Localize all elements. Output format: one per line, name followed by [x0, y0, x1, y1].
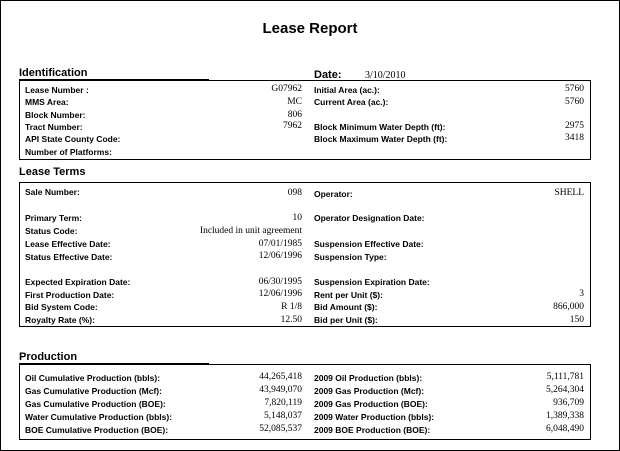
expected-expiration-date-value: 06/30/1995 [258, 277, 302, 287]
production-box [19, 364, 591, 440]
mms-area-value: MC [287, 97, 302, 107]
first-production-date-label: First Production Date: [25, 290, 115, 300]
water-cumulative-production-value: 5,148,037 [264, 411, 302, 421]
oil-cumulative-production-label: Oil Cumulative Production (bbls): [25, 373, 161, 383]
lease-number-value: G07962 [271, 84, 302, 94]
gas-cumulative-production-mcf-value: 43,949,070 [259, 385, 302, 395]
bid-system-code-value: R 1/8 [281, 302, 302, 312]
sale-number-value: 098 [287, 188, 302, 198]
boe-cumulative-production-label: BOE Cumulative Production (BOE): [25, 425, 169, 435]
status-code-label: Status Code: [25, 226, 78, 236]
gas-cumulative-production-boe-label: Gas Cumulative Production (BOE): [25, 399, 166, 409]
rent-per-unit-label: Rent per Unit ($): [314, 290, 383, 300]
expected-expiration-date-label: Expected Expiration Date: [25, 277, 131, 287]
status-effective-date-value: 12/06/1996 [258, 251, 302, 261]
gas-production-2009-mcf-value: 5,264,304 [546, 385, 584, 395]
bid-system-code-label: Bid System Code: [25, 302, 98, 312]
operator-designation-date-label: Operator Designation Date: [314, 213, 425, 223]
initial-area-value: 5760 [565, 84, 584, 94]
boe-production-2009-value: 6,048,490 [546, 424, 584, 434]
current-area-value: 5760 [565, 97, 584, 107]
lease-terms-box [19, 182, 591, 327]
first-production-date-value: 12/06/1996 [258, 289, 302, 299]
bid-amount-label: Bid Amount ($): [314, 302, 378, 312]
gas-production-2009-boe-value: 936,709 [553, 398, 584, 408]
bid-amount-value: 866,000 [553, 302, 584, 312]
current-area-label: Current Area (ac.): [314, 97, 389, 107]
block-number-value: 806 [287, 110, 302, 120]
gas-cumulative-production-boe-value: 7,820,119 [264, 398, 302, 408]
suspension-type-label: Suspension Type: [314, 252, 387, 262]
block-max-water-depth-value: 3418 [565, 133, 584, 143]
gas-production-2009-boe-label: 2009 Gas Production (BOE): [314, 399, 428, 409]
primary-term-label: Primary Term: [25, 213, 83, 223]
lease-number-label: Lease Number : [25, 85, 89, 95]
primary-term-value: 10 [292, 213, 302, 223]
block-min-water-depth-label: Block Minimum Water Depth (ft): [314, 122, 446, 132]
sale-number-label: Sale Number: [25, 187, 80, 197]
oil-production-2009-label: 2009 Oil Production (bbls): [314, 373, 423, 383]
status-code-value: Included in unit agreement [199, 226, 302, 236]
mms-area-label: MMS Area: [25, 97, 69, 107]
block-max-water-depth-label: Block Maximum Water Depth (ft): [314, 134, 448, 144]
identification-box [19, 80, 591, 160]
royalty-rate-value: 12.50 [280, 315, 302, 325]
water-production-2009-label: 2009 Water Production (bbls): [314, 412, 435, 422]
initial-area-label: Initial Area (ac.): [314, 85, 380, 95]
suspension-effective-date-label: Suspension Effective Date: [314, 239, 424, 249]
lease-effective-date-label: Lease Effective Date: [25, 239, 111, 249]
lease-effective-date-value: 07/01/1985 [258, 239, 302, 249]
oil-cumulative-production-value: 44,265,418 [259, 372, 302, 382]
identification-heading: Identification [19, 67, 88, 79]
suspension-expiration-date-label: Suspension Expiration Date: [314, 277, 430, 287]
date-label: Date: [314, 69, 342, 81]
production-heading: Production [19, 351, 78, 363]
date-value: 3/10/2010 [365, 70, 406, 81]
tract-number-label: Tract Number: [25, 122, 83, 132]
block-min-water-depth-value: 2975 [565, 121, 584, 131]
water-cumulative-production-label: Water Cumulative Production (bbls): [25, 412, 173, 422]
operator-value: SHELL [554, 188, 584, 198]
gas-cumulative-production-mcf-label: Gas Cumulative Production (Mcf): [25, 386, 162, 396]
bid-per-unit-value: 150 [569, 315, 584, 325]
oil-production-2009-value: 5,111,781 [546, 372, 584, 382]
rent-per-unit-value: 3 [579, 289, 584, 299]
status-effective-date-label: Status Effective Date: [25, 252, 113, 262]
report-title: Lease Report [262, 20, 358, 37]
number-of-platforms-label: Number of Platforms: [25, 147, 112, 157]
api-state-county-code-label: API State County Code: [25, 134, 121, 144]
lease-terms-heading: Lease Terms [19, 166, 86, 178]
tract-number-value: 7962 [283, 121, 302, 131]
royalty-rate-label: Royalty Rate (%): [25, 315, 95, 325]
gas-production-2009-mcf-label: 2009 Gas Production (Mcf): [314, 386, 425, 396]
block-number-label: Block Number: [25, 110, 86, 120]
water-production-2009-value: 1,389,338 [546, 411, 584, 421]
boe-production-2009-label: 2009 BOE Production (BOE): [314, 425, 431, 435]
operator-label: Operator: [314, 189, 353, 199]
bid-per-unit-label: Bid per Unit ($): [314, 315, 378, 325]
boe-cumulative-production-value: 52,085,537 [259, 424, 302, 434]
